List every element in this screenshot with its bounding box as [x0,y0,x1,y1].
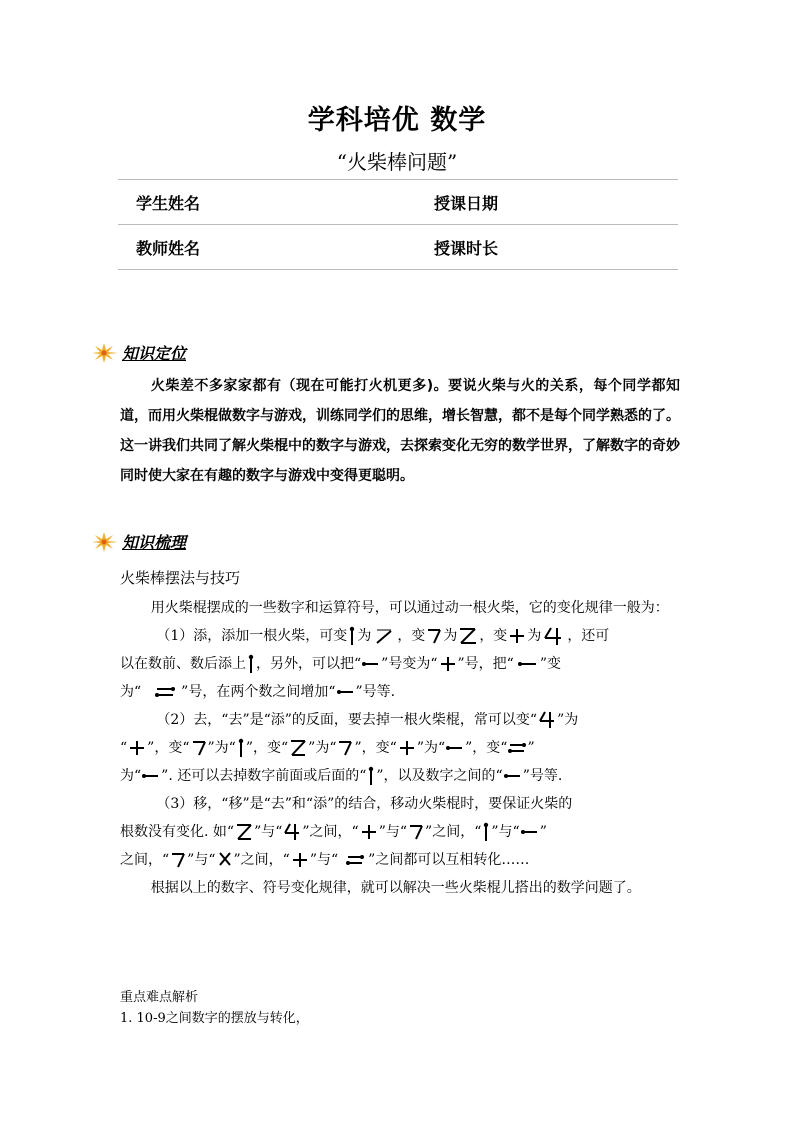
matchstick-minus-icon [336,681,356,703]
matchstick-plus-icon [290,849,310,871]
page-subtitle: “火柴棒问题” [336,150,458,174]
rule-text: ”，变“ [465,740,508,756]
matchstick-seven-icon [190,737,208,759]
rule-text: ”与“ [378,824,408,840]
matchstick-minus-icon [520,821,540,843]
matchstick-four-icon [537,709,557,731]
rule-text: ，变 [397,628,426,644]
matchstick-equals-icon [507,737,527,759]
rule-remove-line2 [120,734,676,762]
rule-text: ”变 [539,656,561,672]
matchstick-plus-icon [507,625,527,647]
rule-text: ”号等. [522,768,563,784]
key-points-item-1: 1. 10-9之间数字的摆放与转化， [120,1011,309,1026]
sparkle-icon [92,531,120,553]
matchstick-seven-icon [407,821,425,843]
rule-text: ”号等. [355,684,396,700]
rule-text: ，变 [479,628,508,644]
matchstick-plus-icon [397,737,417,759]
rule-add-line1 [120,622,676,650]
section-heading-knowledge-review [92,530,186,553]
rule-text: ”为“ [308,740,337,756]
rule-text: （3）移，“移”是“去”和“添”的结合，移动火柴棍时，要保证火柴的 [156,796,573,812]
rule-text: 根数没有变化. 如“ [120,824,235,840]
student-name-label: 学生姓名 [118,180,433,225]
matchstick-one-icon [481,821,491,843]
matchstick-minus-icon [141,765,161,787]
rule-text: 之间，“ [120,852,170,868]
intro-text: 火柴差不多家家都有（现在可能打火机更多)。要说火柴与火的关系，每个同学都知道，而用火柴棍做数字与游戏，训练同学们的思维，增长智慧，都不是每个同学熟悉的了。这一讲我们共同了解火柴棍中的数字与游戏，去探索变化无穷的数学世界，了解数字的奇妙同时使大家在有趣的数字与游戏中变得更聪明。 [120,378,680,484]
rule-text: 以在数前、数后添上 [120,656,246,672]
matchstick-one-icon [366,765,376,787]
rule-text: ”之间，“ [233,852,290,868]
matchstick-minus-icon [514,653,540,675]
rule-text: ，还可 [567,628,610,644]
table-row [118,180,678,225]
rule-text: ”号，把“ [457,656,514,672]
rule-text: 为 [443,628,458,644]
matchstick-one-icon [236,737,246,759]
rule-text: （2）去，“去”是“添”的反面，要去掉一根火柴棍，常可以变“ [156,712,538,728]
rule-text: ”之间都可以互相转化…… [368,852,530,868]
student-info-table [118,179,678,270]
matchstick-subtitle: 火柴棒摆法与技巧 [120,569,241,587]
matchstick-minus-icon [361,653,381,675]
rule-text: 为 [527,628,542,644]
matchstick-four-icon [541,625,567,647]
rule-text: ”为 [557,712,579,728]
rule-text: ”，变“ [245,740,289,756]
matchstick-seven-icon [336,737,354,759]
matchstick-equals-icon [338,849,368,871]
rule-text: ”与“ [309,852,339,868]
rule-remove-line3 [120,762,676,790]
rule-text: ” [527,740,535,756]
matchstick-one-icon [246,653,256,675]
rule-text: 为“ [120,684,142,700]
matchstick-z-icon [457,625,479,647]
matchstick-slash-icon [371,625,397,647]
matchstick-four-icon [282,821,302,843]
rule-text: ”. 还可以去掉数字前面或后面的“ [161,768,367,784]
class-duration-label: 授课时长 [433,225,678,270]
rule-text: ”之间，“ [302,824,359,840]
rule-move-line3 [120,846,676,874]
rule-text: ”，变“ [354,740,397,756]
section-heading-text: 知识梳理 [122,533,187,552]
table-row [118,225,678,270]
rule-text: ”为“ [416,740,446,756]
rule-remove-line1 [120,706,676,734]
rule-add-line3 [120,678,676,706]
rule-text: ，另外，可以把“ [256,656,362,672]
rule-text: ”之间，“ [425,824,482,840]
rule-text: 为“ [120,768,142,784]
page-title: 学科培优 数学 [307,105,487,136]
rule-move-line1 [120,790,676,818]
matchstick-minus-icon [445,737,465,759]
rule-text: 为 [357,628,372,644]
rules-intro: 用火柴棍摆成的一些数字和运算符号，可以通过动一根火柴，它的变化规律一般为： [150,600,669,616]
rule-text: ”与“ [254,824,283,840]
matchstick-equals-icon [141,681,181,703]
rule-text: ”为“ [207,740,236,756]
rule-text: ”与“ [491,824,520,840]
intro-paragraph [120,371,680,491]
matchstick-plus-icon [359,821,379,843]
class-date-label: 授课日期 [433,180,678,225]
rule-text: ”，以及数字之间的“ [376,768,503,784]
rule-text: “ [120,740,128,756]
matchstick-seven-icon [169,849,187,871]
section-heading-knowledge-position [92,341,186,364]
matchstick-z-icon [288,737,308,759]
matchstick-one-icon [347,625,357,647]
teacher-name-label: 教师姓名 [118,225,433,270]
rule-add-line2 [120,650,676,678]
rule-text: ”号，在两个数之间增加“ [181,684,336,700]
rule-text: ”，变“ [147,740,190,756]
rule-move-line2 [120,818,676,846]
matchstick-minus-icon [503,765,523,787]
rule-text: ”与“ [187,852,216,868]
rule-text: ”号变为“ [381,656,438,672]
section-heading-text: 知识定位 [122,344,187,363]
rules-outro: 根据以上的数字、符号变化规律，就可以解决一些火柴棍儿搭出的数学问题了。 [150,880,641,896]
matchstick-seven-icon [425,625,443,647]
matchstick-rules [120,594,676,902]
matchstick-z-icon [234,821,254,843]
rule-text: （1）添，添加一根火柴，可变 [156,628,348,644]
key-points-heading: 重点难点解析 [120,990,199,1005]
rule-text: ” [539,824,547,840]
matchstick-plus-icon [438,653,458,675]
matchstick-plus-icon [127,737,147,759]
matchstick-times-icon [216,849,234,871]
sparkle-icon [92,342,120,364]
